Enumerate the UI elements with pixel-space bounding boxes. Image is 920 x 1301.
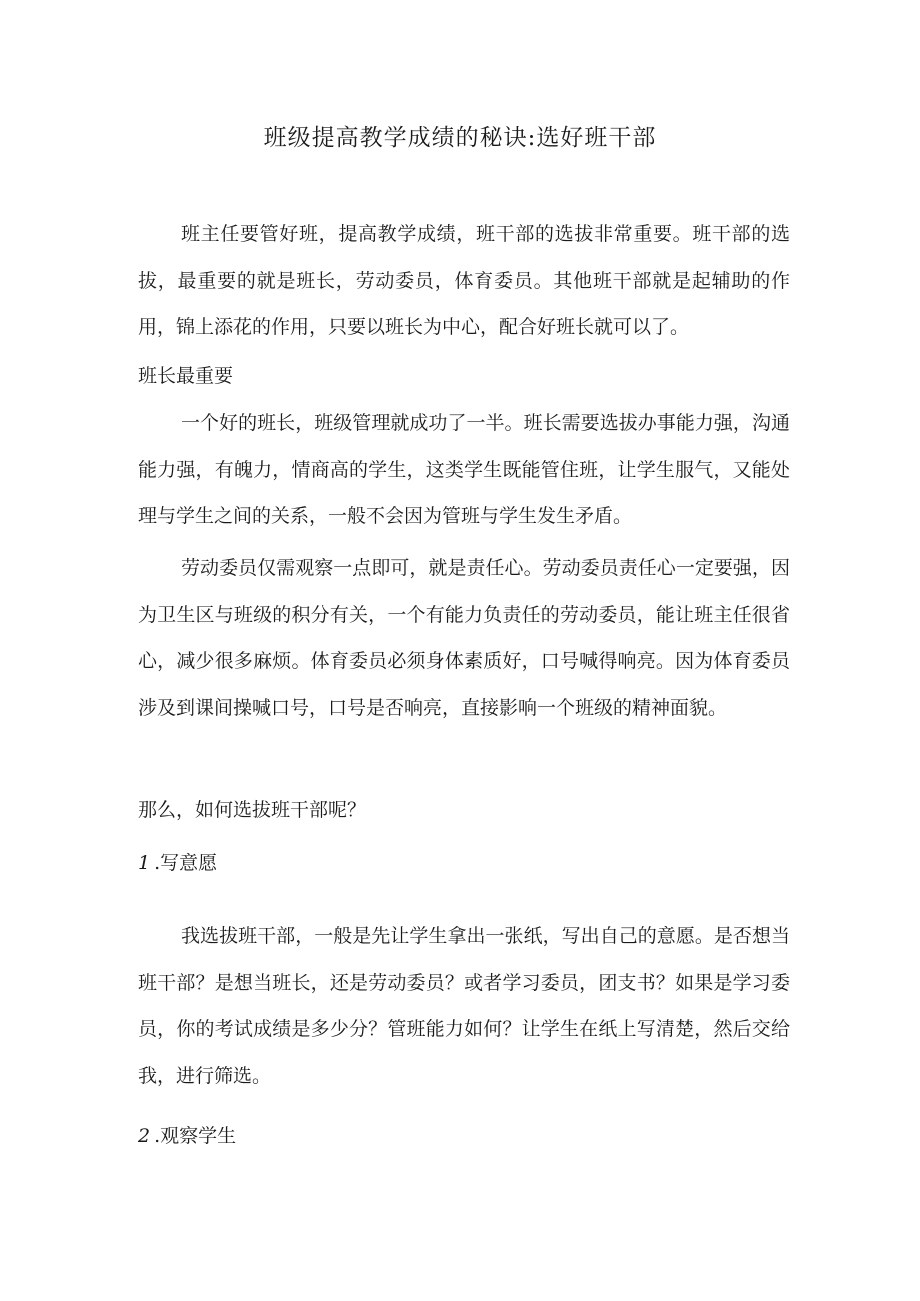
- question-heading: 那么，如何选拔班干部呢？: [138, 799, 367, 821]
- section-heading-monitor: 班长最重要: [138, 365, 234, 387]
- step-1-paragraph: 我选拔班干部，一般是先让学生拿出一张纸，写出自己的意愿。是否想当班干部？是想当班长，还是劳动委员？或者学习委员，团支书？如果是学习委员，你的考试成绩是多少分？管班能力如何？让学生在纸上写清楚，然后交给我，进行筛选。: [138, 925, 790, 1087]
- step-1-number: 1: [138, 852, 151, 874]
- step-2-heading: [138, 1121, 236, 1151]
- step-2-label: .观察学生: [154, 1125, 237, 1147]
- committee-paragraph: 劳动委员仅需观察一点即可，就是责任心。劳动委员责任心一定要强，因为卫生区与班级的积分有关，一个有能力负责任的劳动委员，能让班主任很省心，减少很多麻烦。体育委员必须身体素质好，口号喊得响亮。因为体育委员涉及到课间操喊口号，口号是否响亮，直接影响一个班级的精神面貌。: [138, 557, 790, 719]
- monitor-paragraph: 一个好的班长，班级管理就成功了一半。班长需要选拔办事能力强，沟通能力强，有魄力，情商高的学生，这类学生既能管住班，让学生服气，又能处理与学生之间的关系，一般不会因为管班与学生发生矛盾。: [138, 412, 790, 527]
- intro-paragraph: 班主任要管好班，提高教学成绩，班干部的选拔非常重要。班干部的选拔，最重要的就是班长，劳动委员，体育委员。其他班干部就是起辅助的作用，锦上添花的作用，只要以班长为中心，配合好班长就可以了。: [138, 223, 790, 338]
- step-1-label: .写意愿: [154, 852, 218, 874]
- document-title: 班级提高教学成绩的秘诀:选好班干部: [263, 125, 657, 151]
- step-2-number: 2: [138, 1125, 151, 1147]
- step-1-heading: [138, 848, 217, 878]
